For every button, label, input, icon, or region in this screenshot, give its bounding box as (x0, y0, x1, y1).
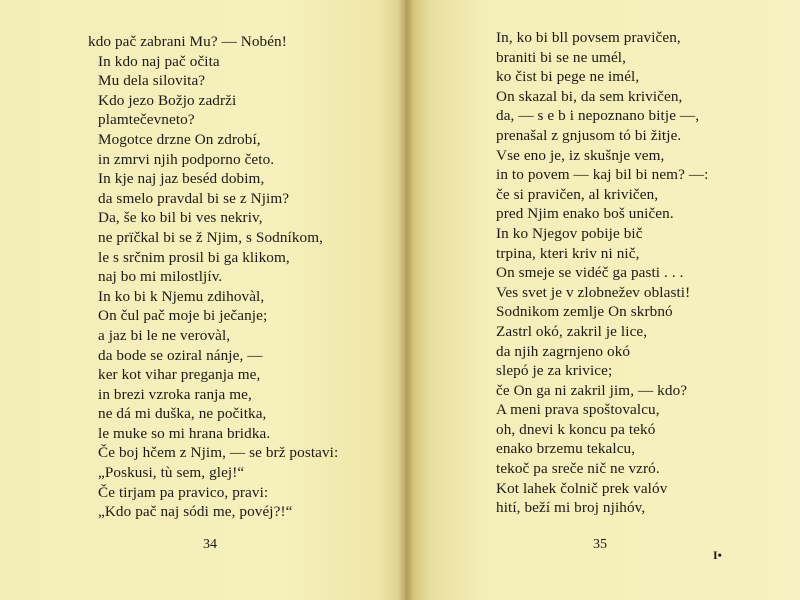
poem-line: le s srčnim prosil bi ga klikom, (98, 248, 290, 266)
page-number: 35 (593, 537, 607, 552)
poem-line: in to povem — kaj bil bi nem? —: (496, 166, 709, 184)
poem-line: prenašal z gnjusom tó bi žitje. (496, 126, 682, 144)
poem-line: slepó je za krivice; (496, 362, 613, 380)
poem-line: In kdo naj pač očita (98, 52, 220, 70)
poem-line: On čul pač moje bi ječanje; (98, 307, 268, 325)
poem-line: da smelo pravdal bi se z Njim? (98, 189, 290, 207)
poem-line: če si pravičen, al krivičen, (496, 185, 659, 203)
poem-line: trpina, kteri kriv ni nič, (496, 244, 640, 262)
poem-line: ker kot vihar preganja me, (98, 366, 261, 384)
poem-line: plamtečevneto? (98, 111, 195, 129)
poem-line: braniti bi se ne umél, (496, 48, 626, 66)
poem-line: Mogotce drzne On zdrobí, (98, 130, 261, 148)
poem-line: in brezi vzroka ranja me, (98, 385, 252, 403)
ink-mark: I• (713, 548, 722, 562)
poem-line: Zastrl okó, zakril je lice, (496, 322, 648, 340)
poem-line: Kdo jezo Božjo zadrži (98, 91, 237, 109)
poem-line: a jaz bi le ne verovàl, (98, 326, 231, 344)
poem-line: le muke so mi hrana bridka. (98, 424, 271, 442)
poem-line: „Poskusi, tù sem, glej!“ (98, 464, 245, 482)
poem-line: Vse eno je, iz skušnje vem, (496, 146, 665, 164)
poem-line: naj bo mi milostljív. (98, 268, 223, 286)
poem-line: Če tirjam pa pravico, pravi: (98, 483, 269, 501)
poem-line: On skazal bi, da sem krivičen, (496, 87, 683, 105)
poem-line: In ko Njegov pobije bič (496, 224, 643, 242)
poem-line: oh, dnevi k koncu pa tekó (496, 420, 656, 438)
poem-line: In, ko bi bll povsem pravičen, (496, 29, 681, 46)
poem-line: On smeje se vidéč ga pasti . . . (496, 264, 684, 282)
poem-line: „Kdo pač naj sódi me, povéj?!“ (98, 503, 293, 521)
poem-line: Da, še ko bil bi ves nekriv, (98, 209, 263, 227)
poem-line: da, — s e b i nepoznano bitje —, (496, 107, 700, 125)
right-page (406, 0, 800, 600)
page-number: 34 (203, 537, 217, 552)
poem-line: Kot lahek čolnič prek valóv (496, 479, 668, 497)
left-page-text (88, 32, 338, 522)
poem-line: enako brzemu tekalcu, (496, 440, 636, 458)
book-gutter (398, 0, 414, 600)
poem-line: In ko bi k Njemu zdihovàl, (98, 287, 265, 305)
poem-line: da bode se oziral nánje, — (98, 346, 263, 364)
poem-line: ne dá mi duška, ne počitka, (98, 405, 267, 423)
poem-line: tekoč pa sreče nič ne vzró. (496, 460, 660, 478)
poem-line: da njih zagrnjeno okó (496, 342, 631, 360)
poem-line: A meni prava spoštovalcu, (496, 401, 660, 419)
poem-line: pred Njim enako boš uničen. (496, 205, 674, 223)
poem-line: ko čist bi pege ne imél, (496, 68, 640, 86)
poem-line: Mu dela silovita? (98, 72, 206, 90)
poem-line: ne prïčkal bi se ž Njim, s Sodníkom, (98, 228, 324, 246)
poem-line: In kje naj jaz beséd dobim, (98, 170, 265, 188)
poem-line: kdo pač zabrani Mu? — Nobén! (88, 33, 287, 50)
poem-line: hití, beží mi broj njihóv, (496, 499, 646, 517)
poem-line: in zmrvi njih podporno četo. (98, 150, 275, 168)
poem-line: Če boj hčem z Njim, — se brž postavi: (98, 444, 339, 462)
poem-line: če On ga ni zakril jim, — kdo? (496, 381, 688, 399)
right-page-text (496, 28, 708, 518)
poem-line: Ves svet je v zlobnežev oblasti! (496, 283, 691, 301)
poem-line: Sodnikom zemlje On skrbnó (496, 303, 673, 321)
